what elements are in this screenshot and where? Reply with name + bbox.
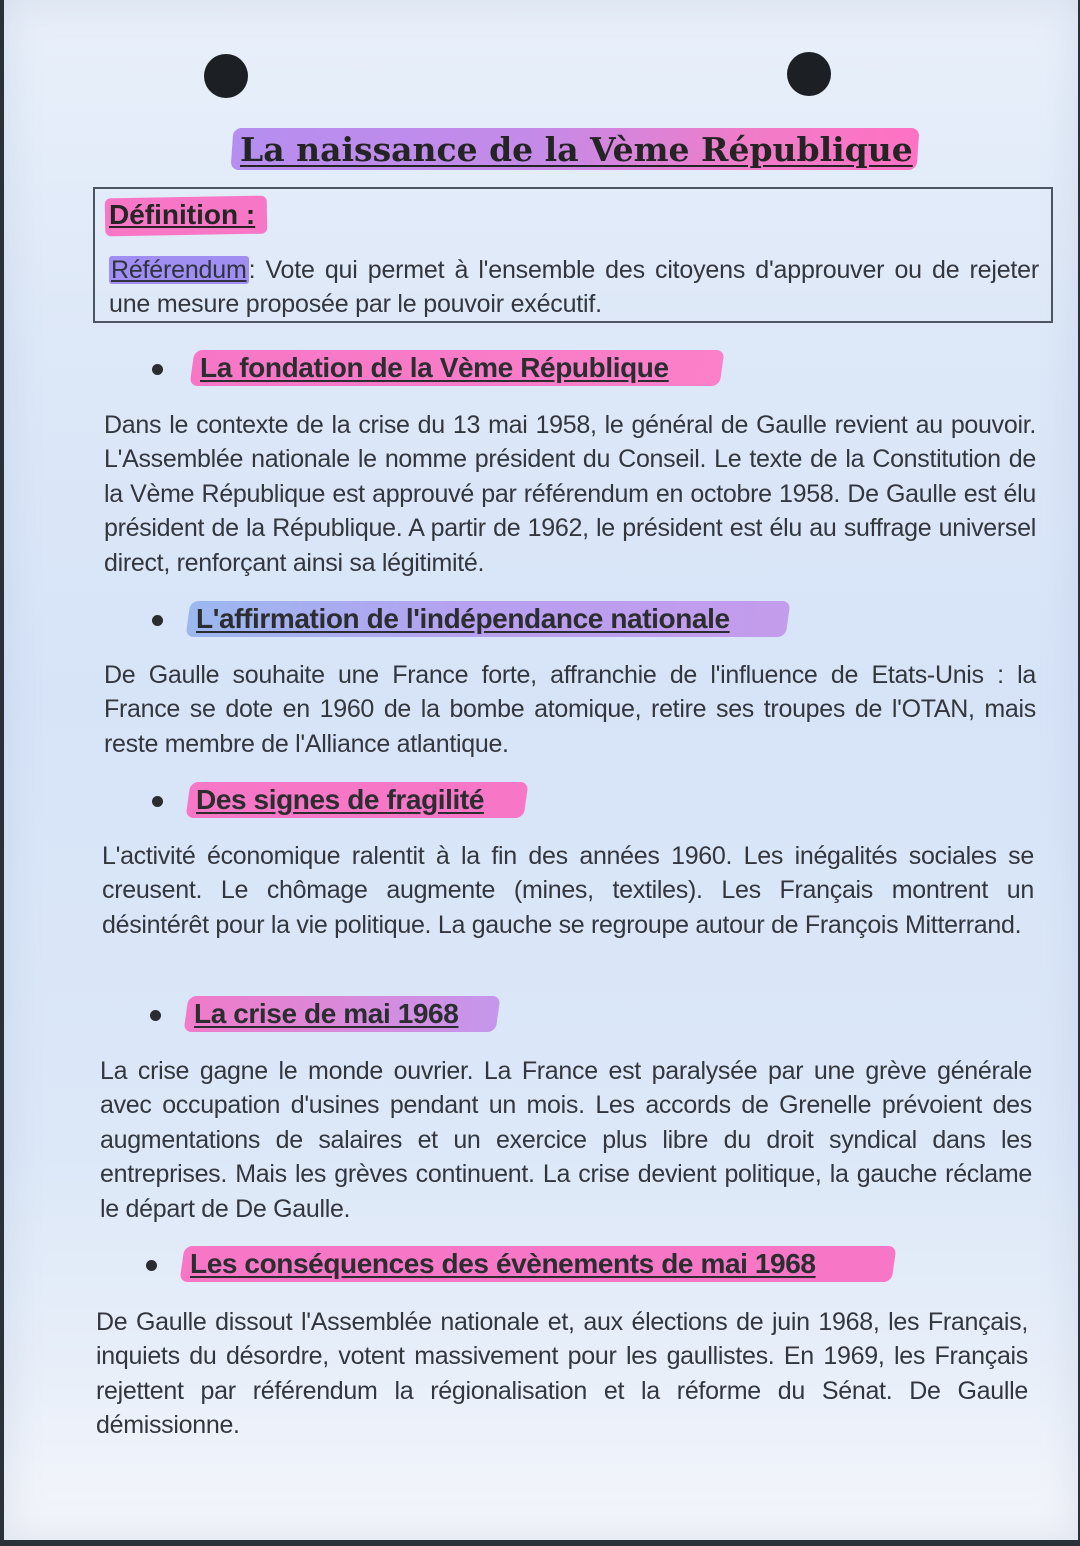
definition-box: [93, 187, 1053, 323]
heading-text: Les conséquences des évènements de mai 1968: [190, 1248, 816, 1279]
section-text-1: Dans le contexte de la crise du 13 mai 1958, le général de Gaulle revient au pouvoir. L'Assemblée nationale le nomme président du Conseil. Le texte de la Constitution de la Vème République est approuvé par référendum en octobre 1958. De Gaulle est élu président de la République. A partir de 1962, le président est élu au suffrage universel direct, renforçant ainsi sa légitimité.: [104, 411, 1036, 577]
binder-hole-left: [204, 54, 248, 98]
bullet-icon: [150, 1010, 161, 1021]
section-text-3: L'activité économique ralentit à la fin des années 1960. Les inégalités sociales se creusent. Le chômage augmente (mines, textiles). Les Français montrent un désintérêt pour la vie politique. La gauche se regroupe autour de François Mitterrand.: [102, 842, 1034, 939]
definition-text: [109, 253, 1039, 321]
heading-text: Des signes de fragilité: [196, 784, 485, 815]
bullet-icon: [152, 615, 163, 626]
section-heading-1: [192, 348, 722, 388]
section-heading-4: [186, 994, 498, 1034]
title-block: [232, 124, 918, 176]
heading-text: La fondation de la Vème République: [200, 352, 669, 383]
section-heading-2: [188, 599, 788, 639]
section-heading-5: [182, 1244, 894, 1284]
heading-text: L'affirmation de l'indépendance nationale: [196, 603, 730, 634]
binder-hole-right: [787, 52, 831, 96]
bullet-icon: [152, 796, 163, 807]
heading-text: La crise de mai 1968: [194, 998, 459, 1029]
section-text-2: De Gaulle souhaite une France forte, affranchie de l'influence de Etats-Unis : la France se dote en 1960 de la bombe atomique, retire ses troupes de l'OTAN, mais reste membre de l'Alliance atlantique.: [104, 661, 1036, 758]
page-title: La naissance de la Vème République: [240, 130, 913, 169]
definition-term: Référendum: [111, 256, 247, 284]
definition-label: Définition :: [109, 199, 256, 230]
bullet-icon: [146, 1260, 157, 1271]
notes-sheet: [4, 0, 1078, 1540]
section-text-4: La crise gagne le monde ouvrier. La France est paralysée par une grève générale avec occupation d'usines pendant un mois. Les accords de Grenelle prévoient des augmentations de salaires et un exercice plus libre du droit syndical dans les entreprises. Mais les grèves continuent. La crise devient politique, la gauche réclame le départ de De Gaulle.: [100, 1057, 1032, 1223]
bullet-icon: [152, 364, 163, 375]
definition-body: : Vote qui permet à l'ensemble des citoyens d'approuver ou de rejeter une mesure proposée par le pouvoir exécutif.: [109, 256, 1039, 318]
section-text-5: De Gaulle dissout l'Assemblée nationale et, aux élections de juin 1968, les Français, inquiets du désordre, votent massivement pour les gaullistes. En 1969, les Français rejettent par référendum la régionalisation et la réforme du Sénat. De Gaulle démissionne.: [96, 1308, 1028, 1440]
section-heading-3: [188, 780, 526, 820]
